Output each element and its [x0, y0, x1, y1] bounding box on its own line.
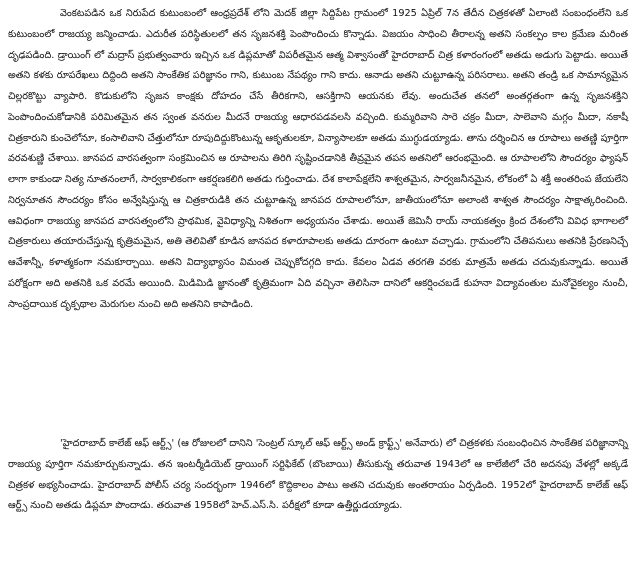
body-paragraph-1: వెంకటపడిన ఒక నిరుపేద కుటుంబంలో ఆంధ్రప్రదేశ్ లోని మెదక్ జిల్లా సిద్దిపేట గ్రామంలో 1925 ఏప్రిల్ 7న తేదీన చిత్రకళతో ఏలాంటి సంబంధంలేని ఒక కుటుంబంలో రాజయ్య జన్మించాడు. ఎదురీత పరిస్థితులలో తన సృజనశక్తి పెంపొందించు కొన్నాడు. విజయం సాధించి తీరాలన్న అతని సంకల్పం కాల క్రమేణ మరింత దృఢపడింది. డ్రాయింగ్ లో మద్రాస్ ప్రభుత్వంవారు ఇచ్చిన ఒక డిప్లమాతో విపరీతమైన ఆత్మ విశ్వాసంతో హైదరాబాద్ చిత్ర కళారంగంలో అతడు అడుగు పెట్టాడు. అయితే అతని కళకు రూపరేఖలు దిద్దింది అతని సాంకేతిక పరిజ్ఞానం గాని, కుటుంబ నేపథ్యం గాని కాదు. ఆనాడు అతని చుట్టూఉన్న పరిసరాలు. అతని తండ్రి ఒక సామాన్యమైన చిల్లరకొట్టు వ్యాపారి. కొడుకులోని సృజన కాంక్షకు దోహదం చేసే తీరికగాని, ఆసక్తిగాని ఆయనకు లేవు. అందుచేత తనలో అంతర్గతంగా ఉన్న సృజనశక్తిని పెంపొందించుకోడానికి పరిమితమైన తన స్వంత వనరుల మీదనే రాజయ్య ఆధారపడవలసి వచ్చింది. కుమ్మరివాని సారె చక్రం మీదా, సాలెవాని మగ్గం మీదా, నకాషీ చిత్రకారుని కుంచెలోనూ, కంసాలివాని చేత్తులోనూ రూపుదిద్దుకొంటున్న ఆకృతులకూ, విన్యాసాలకూ అతడు ముగ్ధుడయ్యాడు. తాను దర్శించిన ఆ రూపాలు అతణ్ణి పూర్తిగా వరవశుణ్ణి చేశాయి. జానపద వారసత్వంగా సంక్రమించిన ఆ రూపాలను తిరిగి సృష్టించడానికి తీవ్రమైన తపన అతనిలో ఆరంభమైంది. ఆ రూపాలలోని సౌందర్యం ఫ్యాషన్ లాగా కాకుండా నిత్య నూతనంలాగే, సార్వకాలికంగా ఆకర్షణకలిగి అతడు గుర్తించాడు. దేశ కాలాపేక్షలేని శాశ్వతమైన, సార్వజనీనమైన, లోకంలో ఏ శక్తీ అంతరింప జేయలేని నిర్వనూతన సౌందర్యం కోసం అన్వేషిస్తున్న ఆ చిత్రకారుడికి తన చుట్టూఉన్న జానపద రూపాలలోనూ, జాతీయంలోనూ అలాంటి శాశ్వత సౌందర్యం సాక్షాత్కరించింది. ఆవిధంగా రాజయ్య జానపద వారసత్వంలోని ప్రాథమిక, వైవిధ్యాన్ని నిశితంగా అధ్యయనం చేశాడు. అయితే జెమినీ రాయ్ నాయకత్వం క్రింద దేశంలోని వివిధ భాగాలలో చిత్రకారులు తయారుచేస్తున్న కృత్రిమమైన, అతి తెలివితో కూడిన జానపద కళారూపాలకు అతడు దూరంగా ఉంటూ వచ్చాడు. గ్రామంలోని చేతిపనులు అతనికి ప్రేరణనిచ్చే ఆవేశాన్నీ, కళాత్మకంగా నమకూర్చాయి. అతని విద్యాభ్యాసం విమంత చెప్పుకోదగ్గది కాదు. కేవలం ఏడవ తరగతి వరకు మాత్రమే అతడు చదువుకున్నాడు. అయితే పరోక్షంగా అది అతనికి ఒక వరమే అయింది. మిడిమిడి జ్ఞానంతో కృత్రిమంగా ఏది వచ్చినా తెలిసినా దానిలో ఆకర్షించబడే కుహనా విద్యావంతుల మనోవైకల్యం నుంచీ, సాంప్రదాయిక దృక్పథాల మెరుగుల నుంచి అది అతనిని కాపాడింది. [8, 8, 628, 310]
body-paragraph-2: 'హైదరాబాద్ కాలేజ్ ఆఫ్ ఆర్ట్స్' (ఆ రోజులలో దానిని 'సెంట్రల్ స్కూల్ ఆఫ్ ఆర్ట్స్ అండ్ క్రాఫ్ట్స్' అనేవారు) లో చిత్రకళకు సంబంధించిన సాంకేతిక పరిజ్ఞానాన్ని రాజయ్య పూర్తిగా నమకూర్చుకున్నాడు. తన ఇంటర్మీడియెట్ డ్రాయింగ్ సర్టిఫికేట్ (బొంబాయి) తీసుకున్న తరువాత 1943లో ఆ కాలేజీలో చేరి అదనపు వేళల్లో అక్కడే చిత్రకళ అభ్యసించాడు. హైదరాబాద్ పోలీస్ చర్య సందర్భంగా 1946లో కొద్దికాలం పాటు అతని చదువుకు అంతరాయం ఏర్పడింది. 1952లో హైదరాబాద్ కాలేజ్ ఆఫ్ ఆర్ట్స్ నుంచి అతడు డిప్లమా పొందాడు. తరువాత 1958లో హెచ్.ఎస్.సి. పరీక్షలో కూడా ఉత్తీర్ణుడయ్యాడు. [8, 438, 628, 512]
